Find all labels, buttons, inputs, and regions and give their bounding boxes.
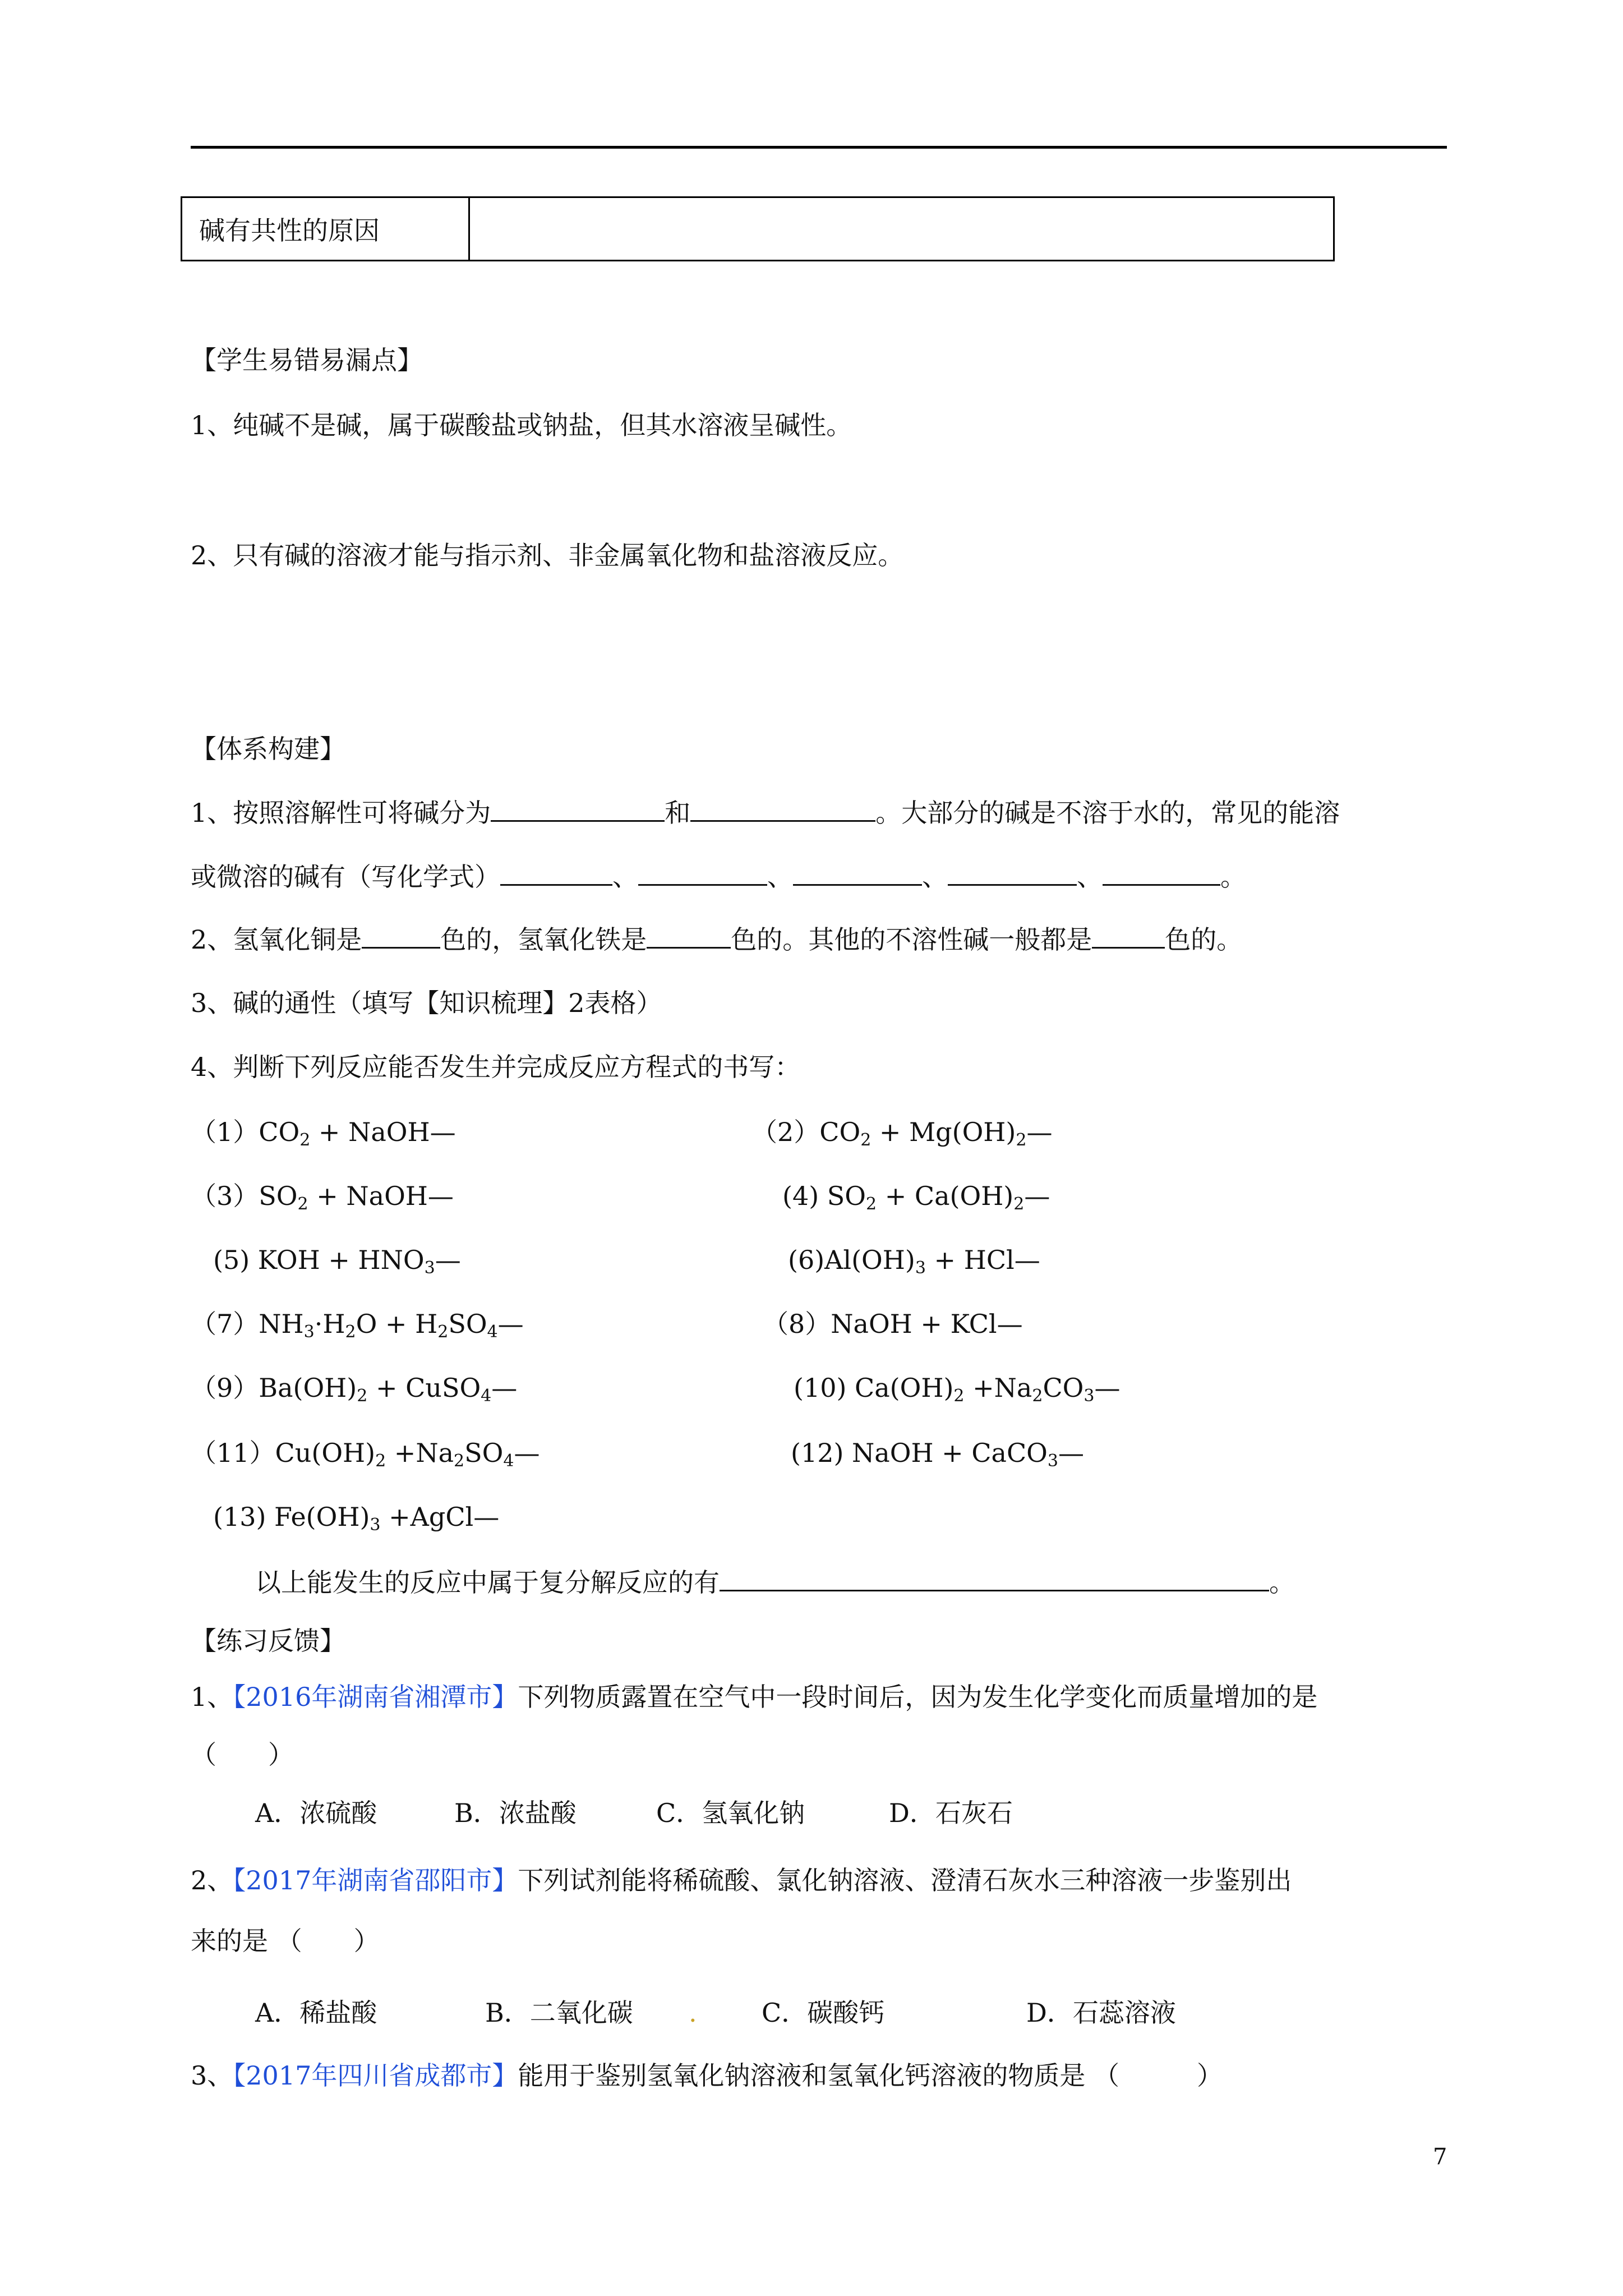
subscript: 3 (1047, 1451, 1058, 1471)
practice-q3 (191, 2059, 1223, 2092)
reaction-1 (191, 1115, 456, 1149)
q1-text-d: 或微溶的碱有（写化学式） (191, 862, 500, 892)
reaction-part: + Mg(OH) (871, 1117, 1016, 1147)
q1-blank-3[interactable] (500, 859, 612, 886)
q1-sep: 、 (612, 862, 638, 892)
q1-blank-1[interactable] (491, 795, 665, 822)
reaction-6 (788, 1243, 1040, 1277)
reaction-label: （9） (191, 1373, 259, 1403)
reaction-part: O + H (356, 1309, 438, 1339)
reaction-part: NaOH + KCl— (831, 1309, 1023, 1339)
subscript: 2 (1013, 1194, 1025, 1214)
reaction-part: + HCl— (925, 1245, 1040, 1275)
q1-sep: 、 (922, 862, 948, 892)
subscript: 4 (487, 1322, 498, 1342)
q2-blank-3[interactable] (1092, 922, 1165, 949)
reaction-part: — (1024, 1181, 1050, 1211)
q1-option-b: B．浓盐酸 (454, 1798, 577, 1828)
reaction-part: — (1094, 1373, 1121, 1403)
q1-option-d: D．石灰石 (889, 1798, 1013, 1828)
q-number: 1、 (191, 1682, 233, 1712)
reaction-part: — (514, 1438, 540, 1468)
reaction-label: (12) (791, 1438, 844, 1468)
reaction-part: — (497, 1309, 524, 1339)
q2-text-line2: 来的是 （ ） (191, 1926, 380, 1956)
q1-text-b: 和 (665, 798, 691, 828)
q1-text: 下列物质露置在空气中一段时间后，因为发生化学变化而质量增加的是 (518, 1682, 1318, 1712)
errors-item-1: 1、纯碱不是碱，属于碳酸盐或钠盐，但其水溶液呈碱性。 (191, 410, 852, 440)
reaction-3 (191, 1179, 454, 1213)
subscript: 4 (481, 1386, 492, 1406)
q2-blank-1[interactable] (362, 922, 440, 949)
reaction-label: （2） (751, 1117, 820, 1147)
q2-stray-dot: . (689, 1998, 697, 2028)
reaction-part: Fe(OH) (266, 1502, 370, 1532)
reaction-part: Ca(OH) (846, 1373, 954, 1403)
subscript: 2 (953, 1386, 965, 1406)
reaction-label: (5) (213, 1245, 250, 1275)
practice-q1 (191, 1680, 1317, 1714)
reaction-13 (213, 1500, 499, 1534)
q1-source-tag: 【2016年湖南省湘潭市】 (233, 1682, 518, 1712)
errors-item-2: 2、只有碱的溶液才能与指示剂、非金属氧化物和盐溶液反应。 (191, 540, 904, 570)
reaction-10 (794, 1371, 1120, 1405)
q1-text-c: 。大部分的碱是不溶于水的，常见的能溶 (875, 798, 1340, 828)
subscript: 3 (303, 1322, 315, 1342)
reaction-part: NaOH + CaCO (843, 1438, 1048, 1468)
reaction-8 (763, 1307, 1023, 1341)
subscript: 2 (454, 1451, 465, 1471)
q2-option-c: C．碳酸钙 (762, 1998, 885, 2028)
reaction-part: — (1058, 1438, 1084, 1468)
q2-option-d: D．石蕊溶液 (1026, 1998, 1176, 2028)
practice-heading: 【练习反馈】 (191, 1626, 345, 1656)
reaction-part: + CuSO (367, 1373, 481, 1403)
q1-blank-6[interactable] (948, 859, 1077, 886)
reaction-part: CO (259, 1117, 300, 1147)
reaction-label: （8） (763, 1309, 831, 1339)
subscript: 3 (424, 1258, 435, 1278)
practice-q2 (191, 1864, 1292, 1897)
reaction-part: — (1026, 1117, 1053, 1147)
q3-text: 能用于鉴别氢氧化钠溶液和氢氧化钙溶液的物质是 （ ） (518, 2060, 1223, 2091)
q1-sep: 、 (767, 862, 793, 892)
reaction-part: + NaOH— (308, 1181, 454, 1211)
reaction-9 (191, 1371, 517, 1405)
q1-end: 。 (1220, 862, 1246, 892)
reaction-label: (4) (782, 1181, 819, 1211)
subscript: 2 (1032, 1386, 1043, 1406)
system-q4: 4、判断下列反应能否发生并完成反应方程式的书写： (191, 1052, 801, 1082)
summary-end: 。 (1269, 1567, 1295, 1598)
reaction-part: CO (1043, 1373, 1084, 1403)
reaction-label: (13) (213, 1502, 266, 1532)
q1-answer-paren: （ ） (191, 1740, 294, 1770)
q2-text-c: 色的。其他的不溶性碱一般都是 (731, 924, 1092, 955)
reaction-part: SO (464, 1438, 504, 1468)
system-q3: 3、碱的通性（填写【知识梳理】2表格） (191, 988, 662, 1018)
reaction-label: (10) (794, 1373, 847, 1403)
system-heading: 【体系构建】 (191, 734, 345, 764)
q1-blank-4[interactable] (638, 859, 767, 886)
system-q2 (191, 922, 1242, 956)
reaction-part: CO (819, 1117, 861, 1147)
subscript: 2 (866, 1194, 877, 1214)
q1-text-a: 1、按照溶解性可将碱分为 (191, 798, 491, 828)
subscript: 2 (860, 1130, 872, 1150)
reaction-12 (791, 1436, 1084, 1470)
subscript: 2 (299, 1130, 311, 1150)
q2-blank-2[interactable] (647, 922, 731, 949)
errors-heading: 【学生易错易漏点】 (191, 345, 423, 375)
q-number: 2、 (191, 1865, 233, 1895)
q1-sep: 、 (1077, 862, 1103, 892)
reaction-label: (6) (788, 1245, 825, 1275)
reaction-part: + NaOH— (310, 1117, 456, 1147)
reaction-part: SO (819, 1181, 866, 1211)
table-cell-label: 碱有共性的原因 (199, 215, 380, 246)
reaction-part: +AgCl— (380, 1502, 500, 1532)
subscript: 2 (375, 1451, 386, 1471)
reaction-label: （1） (191, 1117, 259, 1147)
reaction-4 (782, 1179, 1050, 1213)
q1-option-a: A．浓硫酸 (255, 1798, 377, 1828)
subscript: 2 (345, 1322, 356, 1342)
subscript: 3 (370, 1515, 381, 1535)
subscript: 2 (297, 1194, 308, 1214)
system-summary (255, 1565, 1295, 1599)
reaction-label: （3） (191, 1181, 259, 1211)
table-divider (468, 198, 470, 260)
subscript: 4 (503, 1451, 514, 1471)
q2-source-tag: 【2017年湖南省邵阳市】 (233, 1865, 518, 1895)
reaction-2 (751, 1115, 1052, 1149)
reaction-part: +Na (386, 1438, 454, 1468)
reaction-part: Al(OH) (824, 1245, 915, 1275)
reaction-part: SO (259, 1181, 298, 1211)
q-number: 3、 (191, 2060, 233, 2091)
q1-option-c: C．氢氧化钠 (656, 1798, 805, 1828)
reaction-part: ·H (314, 1309, 345, 1339)
summary-blank[interactable] (720, 1565, 1269, 1591)
q1-blank-2[interactable] (690, 795, 875, 822)
summary-text: 以上能发生的反应中属于复分解反应的有 (255, 1567, 720, 1598)
page-number: 7 (1433, 2144, 1447, 2170)
subscript: 3 (915, 1258, 926, 1278)
q1-blank-5[interactable] (793, 859, 922, 886)
q2-text: 下列试剂能将稀硫酸、氯化钠溶液、澄清石灰水三种溶液一步鉴别出 (518, 1865, 1292, 1895)
reaction-part: KOH + HNO (250, 1245, 425, 1275)
reaction-part: Cu(OH) (275, 1438, 376, 1468)
q2-option-a: A．稀盐酸 (255, 1998, 377, 2028)
q2-option-b: B．二氧化碳 (485, 1998, 633, 2028)
q2-text-b: 色的，氢氧化铁是 (440, 924, 647, 955)
reaction-part: — (435, 1245, 461, 1275)
system-q1-line2 (191, 859, 1246, 894)
reaction-part: Ba(OH) (259, 1373, 357, 1403)
subscript: 3 (1083, 1386, 1095, 1406)
reaction-label: （7） (191, 1309, 259, 1339)
subscript: 2 (357, 1386, 368, 1406)
system-q1-line1 (191, 795, 1340, 830)
reaction-part: NH (259, 1309, 304, 1339)
q3-source-tag: 【2017年四川省成都市】 (233, 2060, 518, 2091)
answer-table (181, 196, 1335, 261)
header-rule (191, 146, 1447, 149)
q2-text-a: 2、氢氧化铜是 (191, 924, 362, 955)
reaction-part: +Na (964, 1373, 1032, 1403)
reaction-5 (213, 1243, 461, 1277)
reaction-label: （11） (191, 1438, 275, 1468)
reaction-7 (191, 1307, 524, 1341)
reaction-part: + Ca(OH) (877, 1181, 1014, 1211)
q1-blank-7[interactable] (1103, 859, 1220, 886)
subscript: 2 (1016, 1130, 1027, 1150)
subscript: 2 (437, 1322, 449, 1342)
reaction-part: — (491, 1373, 518, 1403)
reaction-part: SO (448, 1309, 487, 1339)
q2-text-d: 色的。 (1165, 924, 1243, 955)
reaction-11 (191, 1436, 540, 1470)
